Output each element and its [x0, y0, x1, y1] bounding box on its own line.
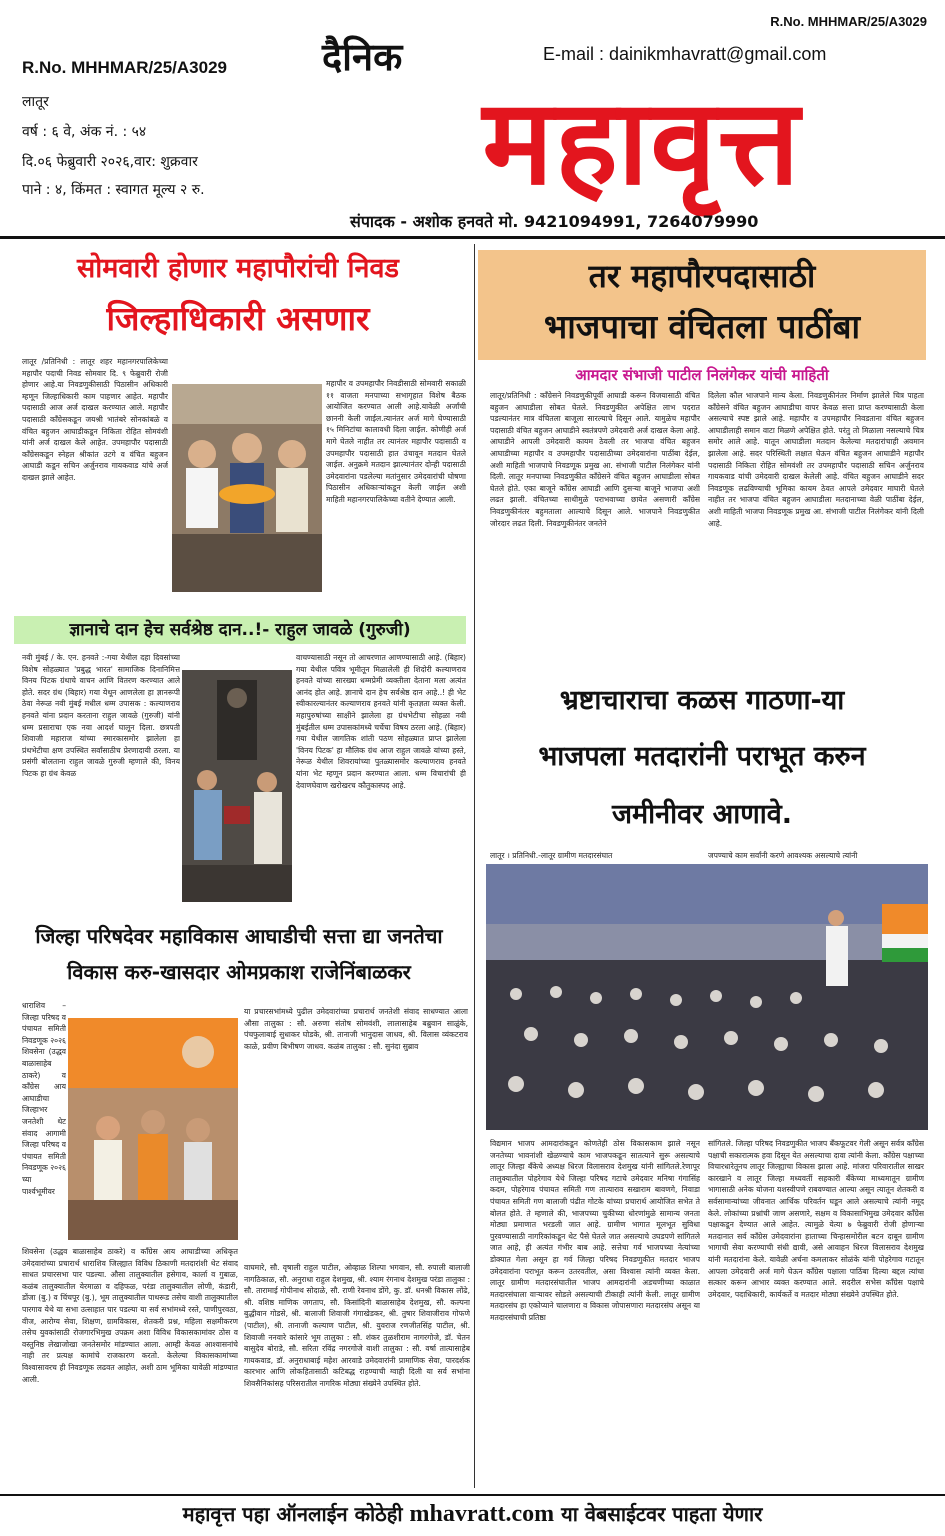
corruption-headline-3: जमीनीवर आणावे.	[612, 799, 792, 830]
city: लातूर	[22, 94, 49, 110]
book-presentation-photo	[182, 670, 292, 902]
dainik-label: दैनिक	[322, 35, 403, 79]
footer-bar	[0, 1494, 945, 1528]
zp-mva-intro-col-2: या प्रचारसभांमध्ये पुढील उमेदवारांच्या प्रचारार्थ जनतेशी संवाद साधण्यात आला औसा तालुका : सौ. अरुणा संतोष सोमवंशी, लालासाहेब बब्रुवान साळुंके, पंचफुलाबाई सुधाकर घोडके, श्री. तानाजी भानुदास जाधव, श्री. विलास व्यंकटराव काळे, प्रवीण बिभीषण जाधव. कळंब तालुका : सौ. सुनंदा सुब्राव	[244, 1007, 468, 1051]
zp-mva-intro-col-1: धाराशिव –जिल्हा परिषद व पंचायत समिती निवडणूक २०२६ शिवसेना (उद्धव बाळासाहेब ठाकरे) व काँग्रेस आय आघाडीचा जिल्हाभर जनतेशी थेट संवाद आगामी जिल्हा परिषद व पंचायत समिती निवडणूक २०२६ च्या पार्श्वभूमीवर	[22, 1001, 66, 1196]
column-divider	[474, 244, 475, 1488]
corruption-col-1: विद्यमान भाजप आमदारांकडून कोणतेही ठोस विकासकाम झाले नसून जनतेच्या भावनांशी खेळण्याचे काम भाजपकडून सातत्याने सुरू असल्याचे लातूर जिल्हा बँकेचे अध्यक्ष धिरज विलासराव देशमुख यांनी सांगितले.रेणापूर तालुक्यातील पोहरेगाव येथे जिल्हा परिषद गटाचे उमेदवार मनिषा गंगासिंह कदम, पोहरेगाव पंचायत समिती गण तात्याराव सखाराम बावणगे, निवाडा पंचायत समिती गण बालाजी पंढीत गोटके यांच्या प्रचारार्थ आयोजित सभेत ते बोलत होते. ते म्हणाले की, भाजपच्या चुकीच्या धोरणांमुळे सामान्य जनता मोठ्या प्रमाणात भरडली जात आहे. ग्रामीण भागात मूलभूत सुविधा पुरवण्यासाठी नागरिकांकडून थेट पैसे घेतले जात असल्याचे उघडपणे सांगितले जात आहे, ही अत्यंत गंभीर बाब आहे. सत्तेचा गर्व भाजपच्या नेत्यांच्या डोक्यात गेला असून हा गर्व जिल्हा परिषद निवडणुकीत मतदार भाजप उमेदवारांना पराभूत करून उतरवतील, असा विश्वास त्यांनी व्यक्त केला. लातूर ग्रामीण मतदारसंघातील भाजप आमदारांनी अडचणीच्या काळात मतदारसंघाला वाऱ्यावर सोडले असल्याची टीकाही त्यांनी केली. लातूर ग्रामीण मतदारसंघ हा एकोप्याने चालणारा व विकास जोपासणारा मतदारसंघ असून या मतदारसंघाची प्रतिष्ठा	[490, 1139, 700, 1322]
corruption-photo-intro-left: लातूर । प्रतिनिधी.-लातूर ग्रामीण मतदारसंघात	[490, 851, 613, 860]
mayor-election-col-1: लातूर /प्रतिनिधी : लातूर शहर महानगरपालिकेच्या महापौर पदाची निवड सोमवार दि. ९ फेब्रुवारी रोजी होणार आहे.या निवडणुकीसाठी पिठासीन अधिकारी म्हणून जिल्हाधिकारी काम पाहणार आहेत. महापौर पदासाठी आज अर्ज दाखल करण्यात आले. महापौर पदासाठी काँग्रेसकडून जयश्री भातंबरे सोनकांबळे व वंचित बहुजन आघाडीकडून निकिता रोहित सोमवंशी यांनी अर्ज दाखल केले आहेत. उपमहापौर पदासाठी काँग्रेसकडून स्नेहल श्रीकांत उटगे व वंचित बहुजन आघाडी कडून सचिन अर्जुनराव गायकवाड यांचे अर्ज दाखल झाले आहेत.	[22, 357, 168, 482]
footer-text-after: या वेबसाईटवर पाहता येणार	[561, 1502, 763, 1526]
zp-mva-headline-2: विकास करु-खासदार ओमप्रकाश राजेनिंबाळकर	[67, 960, 411, 984]
mayor-nomination-photo	[172, 384, 322, 592]
zp-rally-photo	[68, 1018, 238, 1240]
registration-number-top: R.No. MHHMAR/25/A3029	[770, 14, 927, 29]
bjp-support-subheadline: आमदार संभाजी पाटील निलंगेकर यांची माहिती	[575, 366, 829, 384]
masthead-logo: महावृत्त	[482, 73, 802, 211]
bjp-support-headline-2: भाजपाचा वंचितला पाठींबा	[544, 307, 860, 346]
year-issue: वर्ष : ६ वे, अंक नं. : ५४	[22, 124, 147, 140]
registration-number-left: R.No. MHHMAR/25/A3029	[22, 58, 227, 77]
bjp-support-banner	[478, 250, 926, 360]
corruption-photo-intro-right: जपण्याचे काम सर्वांनी करणे आवश्यक असल्याचे त्यांनी	[708, 851, 858, 860]
footer-website-link[interactable]: mhavratt.com	[409, 1501, 555, 1527]
bjp-support-col-1: लातूर/प्रतिनिधी : काँग्रेसने निवडणुकीपूर्वी आघाडी करून विजयासाठी वंचित बहुजन आघाडीला सोबत घेतले. निवडणुकीत अपेक्षित लाभ पदरात पडल्यानंतर मात्र वंचितला बाजूला सारल्याचे दिसून आले. यामुळेच महापौर पदासाठी वंचित बहुजन आघाडीने स्वतंत्रपणे उमेदवारी अर्ज दाखल केला आहे. आघाडीने आपली उमेदवारी कायम ठेवली तर भाजपा वंचित बहुजन आघाडीच्या महापौर व उपमहापौर पदासाठीच्या उमेदवारांना पाठींबा देईल, अशी माहिती भाजपाचे निवडणूक प्रमुख आ. संभाजी पाटील निलंगेकर यांनी दिली. लातूर मनपाच्या निवडणुकीत काँग्रेसने वंचित बहुजन आघाडीला सोबत घेतले होते. एका बाजूने काँग्रेस आघाडी आणि दुसऱ्या बाजूने भाजपा अशी लढत झाली. वंचितच्या साथीमुळे पराभवाच्या छायेत असणारी काँग्रेस निवडणुकीनंतर बहुमताला आल्याचे दिसून आले. भाजपाने निवडणुकीत जोरदार लढत दिली. निवडणुकीनंतर जनतेने	[490, 391, 700, 528]
masthead-divider	[0, 236, 945, 239]
zp-mva-col-2: वाघमारे, सौ. वृषाली राहुल पाटील, ओव्हाळ शिल्पा भगवान, सौ. रुपाली बालाजी नागठिकाळ, सौ. अनुराधा राहुल देशमुख, श्री. श्याम रंगनाथ देशमुख परंडा तालुका : सौ. तारामाई गोपीनाथ सोदाळे, सौ. राणी रेवनाथ डोंगे, कु. डॉ. धनश्री विकास लोंढे, श्री. वशिष्ठ माणिक जगताप, सौ. किसांदिनी बाळासाहेब देशमुख, सौ. कल्पना बुद्धीवान गोडसे, श्री. बालाजी शिवाजी गंगाखेडकर, श्री. तुषार शिवाजीराव गोफणे (पाटील), श्री. तानाजी कल्याण पाटील, श्री. युवराज रणजीतसिंह पाटील, श्री. शिवाजी ननवारे कांसारे भूम तालुका : सौ. शंकर तुळशीराम नागरगोजे, डॉ. चेतन बासुदेव बोराडे, सौ. सरिता रविंद्र नगरगोजे वाशी तालुका : सौ. वर्षा तात्यासाहेब गायकवाड, डॉ. अनुराधाबाई महेश आरवाडे उमेदवारांनी प्रामाणिक सेवा, पारदर्शक कारभार आणि लोकहितासाठी कटिबद्ध राहण्याची ग्वाही दिली या सर्व सभांना शिवसैनिकांसह परिसरातील नागरिक मोठ्या संख्येने उपस्थित होते.	[244, 1263, 470, 1388]
zp-mva-col-1: शिवसेना (उद्धव बाळासाहेब ठाकरे) व काँग्रेस आय आघाडीच्या अधिकृत उमेदवारांच्या प्रचारार्थ धाराशिव जिल्ह्यात विविध ठिकाणी मतदारांशी थेट संवाद साधत प्रचारसभा पार पडल्या. औसा तालुक्यातील हसेगाव, कार्ला व गुबाळ, कळंब तालुक्यातील येरमाळा व दहिफळ, परंडा तालुक्यातील लोणी, कंडारी, डोंजा (बु.) व चिंचपूर (बु.), भूम तालुक्यातील पाथरूड तसेच वाशी तालुक्यातील पारगाव येथे या सभा उत्साहात पार पडल्या या सर्व सभांमध्ये रस्ते, पाणीपुरवठा, वीज, आरोग्य सेवा, शिक्षण, ग्रामविकास, शेतकरी प्रश्न, महिला सक्षमीकरण तसेच युवकांसाठी रोजगारभिमुख उपक्रम अशा विविध विकासकामांवर ठोस व वस्तुनिष्ठ लेखाजोखा जनतेसमोर मांडण्यात आला. आम्ही केवळ आश्वासनांचे नाही तर प्रत्यक्ष कामांचे राजकारण करतो. केलेल्या विकासकामांच्या विश्वासावरच ही निवडणूक लढवत आहोत, अशी ठाम भूमिका यावेळी मांडण्यात आली.	[22, 1247, 238, 1384]
corruption-col-2: सांगितले. जिल्हा परिषद निवडणुकीत भाजप बँकफूटवर गेली असून सर्वत्र काँग्रेस पक्षाची सकारात्मक हवा दिसून येत असल्याचा दावा त्यांनी केला. काँग्रेस पक्षाच्या विचारधारेतूनच लातूर जिल्ह्याचा विकास झाला आहे. मांजरा परिवारातील साखर कारखाने व लातूर जिल्हा मध्यवर्ती सहकारी बँकेच्या माध्यमातून ग्रामीण भागासाठी अनेक योजना यशस्वीपणे राबवण्यात आल्या असून त्यातून शेतकरी व सर्वसामान्यांच्या जीवनात आर्थिक परिवर्तन घडून आले असल्याचे त्यांनी नमूद केले. लोकांच्या प्रश्नांची जाण असणारे, सक्षम व विकासाभिमुख उमेदवार काँग्रेस पक्षाकडून देण्यात आले आहेत. त्यामुळे येत्या ७ फेब्रुवारी रोजी होणाऱ्या मतदानात सर्व काँग्रेस उमेदवारांना हाताच्या चिन्हासमोरील बटन दाबून ग्रामीण भागाची सेवा करण्याची संधी द्यावी, असे आवाहन धिरज विलासराव देशमुख यांनी मतदारांना केले. यावेळी अर्चना कमलाकर सोळंके यांनी पोहरेगाव गटातून आपला उमेदवारी अर्ज मागे घेऊन काँग्रेस पक्षाला पाठिंबा दिल्या बद्दल त्यांचा सत्कार करून आभार व्यक्त करण्यात आले. सदरील सभेस काँग्रेस पक्षाचे उमेदवार, पदाधिकारी, कार्यकर्ते व मतदार मोठ्या संख्येने उपस्थित होते.	[708, 1139, 924, 1299]
email-address: E-mail : dainikmhavratt@gmail.com	[543, 44, 827, 64]
bjp-support-col-2: दिलेला कौल भाजपाने मान्य केला. निवडणुकीनंतर निर्माण झालेले चित्र पाहता काँग्रेसने वंचित बहुजन आघाडीचा वापर केवळ सत्ता प्राप्त करण्यासाठी केला असल्याचे स्पष्ट झाले आहे. महापौर व उपमहापौर निवडताना वंचित बहुजन आघाडीलाही समान वाटा मिळणे अपेक्षित होते. परंतु तो मिळाला नसल्याचे चित्र समोर आले आहे. यातून आघाडीला मतदान केलेल्या मतदारांचाही अवमान झालेला आहे. सदर परिस्थिती लक्षात घेऊन वंचित बहुजन आघाडीने महापौर पदासाठी निकिता रोहित सोमवंशी तर उपमहापौर पदासाठी सचिन अर्जुनराव गायकवाड यांची उमेदवारी दाखल केलेली आहे. वंचित बहुजन आघाडीने सदर निवडणूक लढविण्याची भूमिका कायम ठेवत आपले उमेदवार माघारी घेतले नाहीत तर भाजपा वंचित बहुजन आघाडीला मतदानाच्या वेळी पाठींबा देईल, अशी माहिती भाजपा निवडणूक प्रमुख आ. संभाजी पाटील निलंगेकर यांनी दिली आहे.	[708, 391, 924, 528]
zp-mva-headline-1: जिल्हा परिषदेवर महाविकास आघाडीची सत्ता द्या जनतेचा	[35, 924, 443, 948]
bjp-support-headline-1: तर महापौरपदासाठी	[588, 257, 816, 295]
mayor-election-headline-2: जिल्हाधिकारी असणार	[106, 299, 370, 338]
gyan-daan-col-2: वाचण्यासाठी नसून तो आचरणात आणण्यासाठी आहे. (बिहार) गया येथील पवित्र भूमीतून मिळालेली ही शिदोरी कल्याणराव हनवते यांच्या सारख्या धम्मप्रेमी व्यक्तीला देताना मला अत्यंत आनंद होत आहे. ज्ञानाचे दान हेच सर्वश्रेष्ठ दान आहे..! ही भेट स्वीकारल्यानंतर कल्याणराव हनवते यांनी कृतज्ञता व्यक्त केली. महापुरुषांच्या साक्षीने झालेला हा ग्रंथभेटीचा सोहळा नवी मुंबईतील धम्म उपासकांमध्ये चर्चेचा विषय ठरला आहे. (बिहार) गया येथील जागतिक शांती पठण सोहळ्यात प्राप्त झालेला 'विनय पिटक' हा मौलिक ग्रंथ आज राहुल जावळे यांच्या हस्ते, नेरूळ येथील शिवरायांच्या पुतळ्यासमोर कल्याणराव हनवते यांना भेट म्हणून प्रदान करण्यात आला. धम्म विचारांची ही देवाणघेवाण खरोखरच कौतुकास्पद आहे.	[296, 653, 466, 790]
date-line: दि.०६ फेब्रुवारी २०२६,वार: शुक्रवार	[22, 154, 198, 170]
editor-line: संपादक - अशोक हनवते मो. 9421094991, 7264079990	[350, 212, 759, 231]
corruption-headline-1: भ्रष्टाचाराचा कळस गाठणा-या	[559, 685, 845, 716]
rally-crowd-photo	[486, 864, 928, 1130]
mayor-election-col-2-top	[248, 356, 328, 380]
pages-price: पाने : ४, किंमत : स्वागत मूल्य २ रु.	[22, 182, 205, 198]
gyan-daan-banner	[14, 616, 466, 644]
corruption-headline-2: भाजपला मतदारांनी पराभूत करुन	[538, 741, 866, 772]
mayor-election-col-2: महापौर व उपमहापौर निवडीसाठी सोमवारी सकाळी ११ वाजता मनपाच्या सभागृहात विशेष बैठक आयोजित करण्यात आली आहे.यावेळी अर्जांची छाननी केली जाईल.त्यानंतर अर्ज मागे घेण्यासाठी १५ मिनिटांचा कालावधी दिला जाईल. कोणीही अर्ज मागे घेतले नाहीत तर त्यानंतर महापौर पदासाठी व उपमहापौर पदासाठी हात उंचावून मतदान घेतले जाईल. अनुक्रमे मतदान झाल्यानंतर दोन्ही पदासाठी उमेदवारांना पडलेल्या मतांनुसार उमेदवारांची घोषणा पिठासीन अधिकाऱ्यांकडून केली जाईल अशी माहिती महानगरपालिकेच्या वतीने देण्यात आली.	[326, 379, 466, 504]
footer-text-before: महावृत्त पहा ऑनलाईन कोठेही	[182, 1502, 403, 1526]
gyan-daan-col-1: नवी मुंबई / के. एन. हनवते :-गया येथील दहा दिवसांच्या विशेष सोहळ्यात 'प्रबुद्ध भारत' सामाजिक दिनानिमित्त विनय पिटक ग्रंथाचे वाचन आणि वितरण करण्यात आले होते. सदर ग्रंथ (बिहार) गया येथून आणलेला हा ज्ञानरूपी ठेवा नेरूळ नवी मुंबई मधील धम्म उपासक : कल्याणराव हनवते यांना प्रदान करताना राहुल जावळे (गुरुजी) यांनी धम्म प्रसाराचा एक नवा आदर्श घालून दिला. छत्रपती शिवाजी महाराज यांच्या स्मारकासमोर झालेला हा प्रंथभेटीचा क्षण उपस्थित सर्वांसाठीच प्रेरणादायी ठरला. या प्रसंगी बोलताना राहुल जावळे गुरुजी म्हणाले की, विनय पिटक हा ग्रंथ केवळ	[22, 653, 180, 778]
mayor-election-headline-1: सोमवारी होणार महापौरांची निवड	[77, 253, 399, 284]
gyan-daan-headline: ज्ञानाचे दान हेच सर्वश्रेष्ठ दान..!- राहुल जावळे (गुरुजी)	[69, 620, 411, 640]
